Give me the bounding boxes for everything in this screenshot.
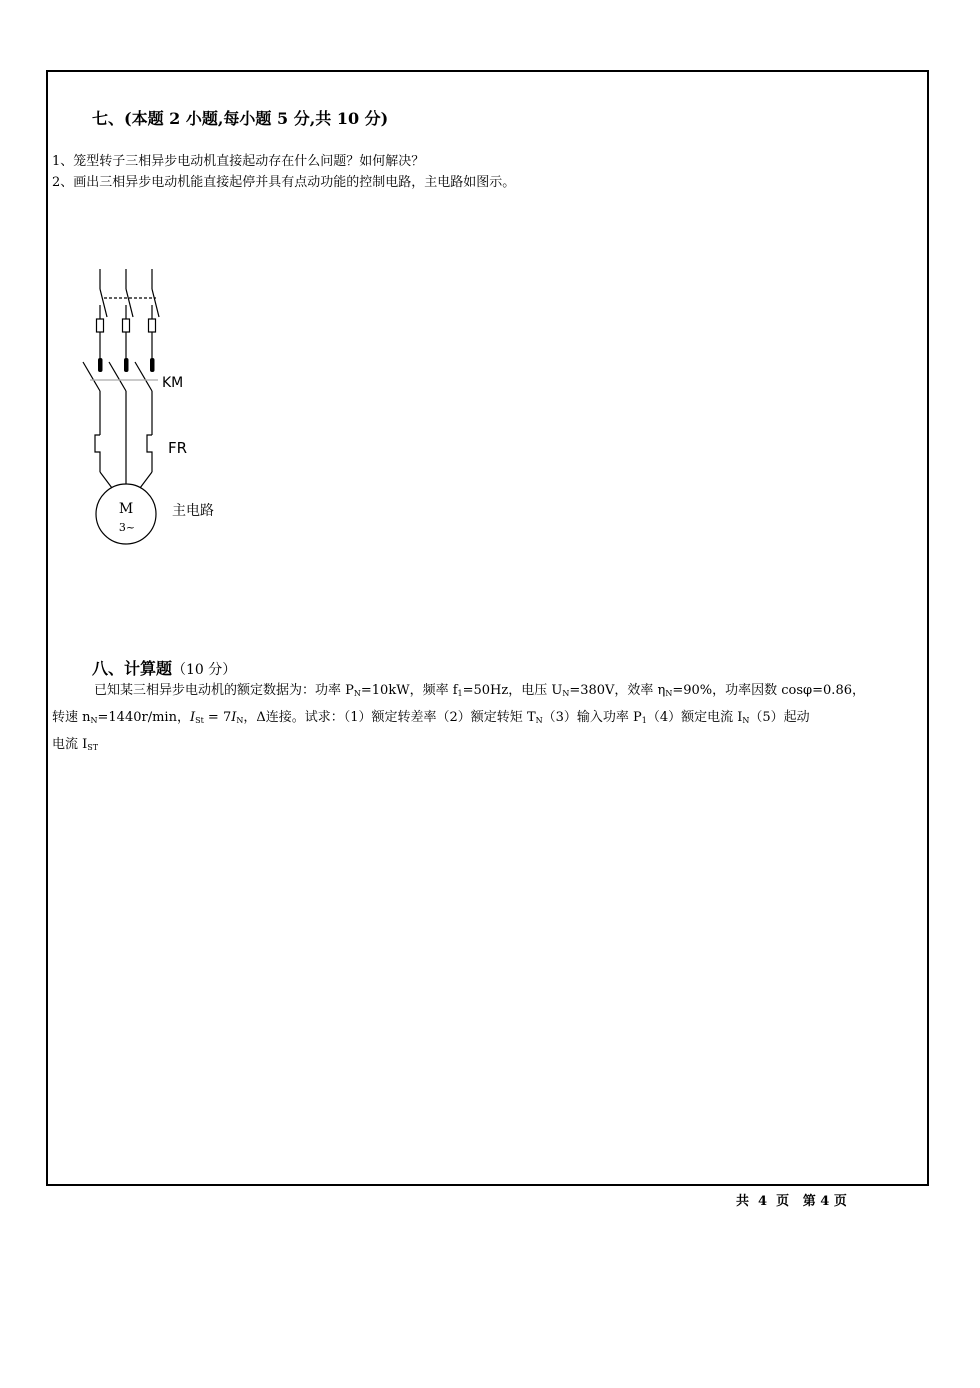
fr-element-3 — [147, 435, 152, 472]
km-fixed-1 — [98, 358, 103, 372]
sub-p1: 1 — [641, 716, 647, 725]
km-contact-1 — [83, 362, 100, 391]
formula-ist: I — [189, 710, 196, 725]
text-power-factor: =90%，功率因数 cosφ=0.86， — [672, 683, 865, 698]
fuse-2 — [123, 319, 130, 332]
section-8-score: （10 分） — [172, 662, 237, 678]
text-power: 已知某三相异步电动机的额定数据为：功率 P — [94, 683, 354, 698]
text-tasks-4: （5）起动 — [749, 710, 810, 725]
text-efficiency: =380V，效率 η — [569, 683, 666, 698]
section-8-title: 八、计算题 — [92, 659, 173, 678]
km-fixed-2 — [124, 358, 129, 372]
km-label: KM — [162, 375, 184, 391]
wire-c4 — [140, 472, 152, 488]
motor-label: M — [118, 501, 134, 517]
sub-in-formula: N — [236, 716, 244, 725]
text-frequency: =10kW，频率 f — [360, 683, 458, 698]
qs-blade-2 — [126, 289, 133, 317]
sub-tn: N — [535, 716, 543, 725]
section-7-detail: (本题 2 小题,每小题 5 分,共 10 分) — [124, 109, 389, 128]
fuse-3 — [149, 319, 156, 332]
sub-un: N — [562, 689, 570, 698]
km-contact-2 — [109, 362, 126, 391]
fr-element-1 — [95, 435, 100, 472]
question-7-1: 1、笼型转子三相异步电动机直接起动存在什么问题？如何解决？ — [52, 154, 425, 169]
qs-blade-3 — [152, 289, 159, 317]
text-tasks-3: （4）额定电流 I — [646, 710, 743, 725]
text-voltage: =50Hz，电压 U — [462, 683, 563, 698]
page-footer — [736, 1190, 847, 1209]
text-tasks-2: （3）输入功率 P — [542, 710, 642, 725]
page-total: 共 4 页 — [736, 1194, 790, 1209]
question-7-2: 2、画出三相异步电动机能直接起停并具有点动功能的控制电路，主电路如图示。 — [52, 175, 516, 190]
problem-line-1 — [52, 677, 924, 704]
km-contact-3 — [135, 362, 152, 391]
text-speed: 转速 n — [52, 710, 91, 725]
sub-f1: 1 — [457, 689, 463, 698]
qs-blade-1 — [100, 289, 107, 317]
section-7-heading — [92, 106, 388, 129]
sub-in: N — [742, 716, 750, 725]
sub-nn: N — [90, 716, 98, 725]
text-start-current: 电流 I — [52, 737, 88, 752]
formula-in: I — [231, 710, 237, 725]
section-7-title: 七、 — [92, 109, 125, 128]
main-circuit-diagram — [60, 255, 260, 555]
page-frame — [46, 70, 929, 1186]
circuit-caption: 主电路 — [172, 503, 214, 519]
problem-line-2 — [52, 704, 924, 731]
text-speed-value: =1440r/min， — [97, 710, 190, 725]
sub-eta: N — [665, 689, 673, 698]
page-number: 第 4 页 — [802, 1194, 847, 1209]
section-8-heading — [92, 656, 236, 679]
fuse-1 — [97, 319, 104, 332]
section-8-problem — [52, 677, 924, 758]
km-fixed-3 — [150, 358, 155, 372]
problem-line-3 — [52, 731, 924, 758]
sub-st: St — [195, 716, 204, 725]
wire-a4 — [100, 472, 112, 488]
sub-ist: ST — [87, 743, 99, 752]
motor-phase-label: 3~ — [118, 521, 136, 534]
formula-eq: = 7 — [203, 710, 232, 725]
sub-pn: N — [353, 689, 361, 698]
text-tasks-1: ，Δ连接。试求：（1）额定转差率（2）额定转矩 T — [243, 710, 536, 725]
fr-label: FR — [168, 439, 188, 457]
